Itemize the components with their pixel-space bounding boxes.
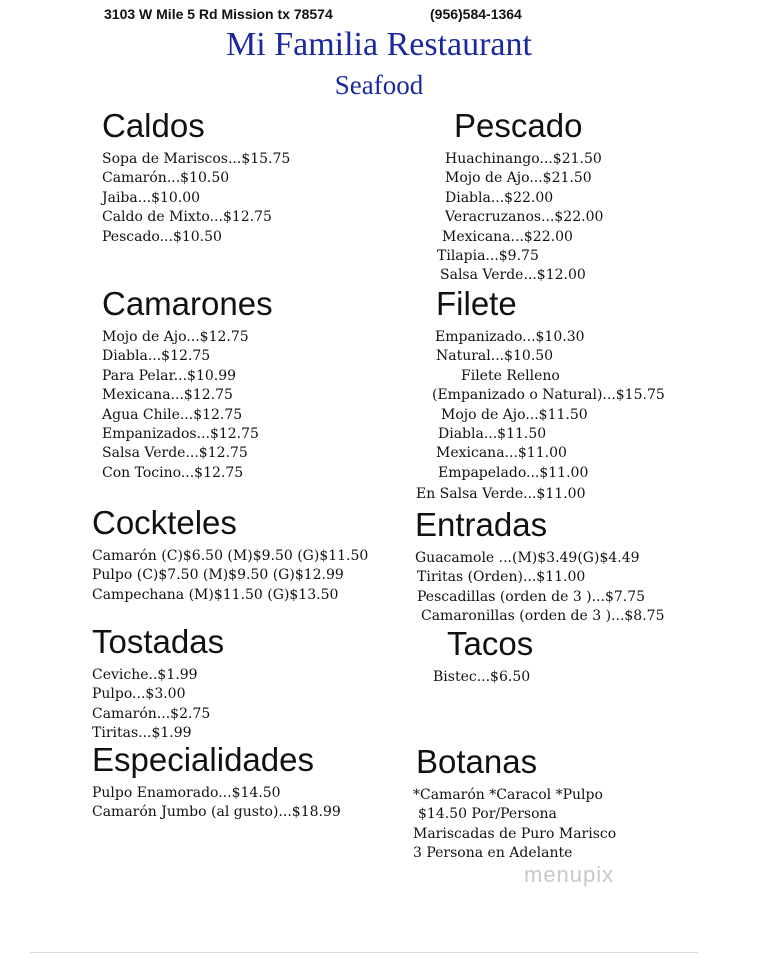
- menu-item: Diabla...$12.75: [102, 348, 211, 365]
- address: 3103 W Mile 5 Rd Mission tx 78574: [104, 6, 333, 22]
- menu-item: Empanizados...$12.75: [102, 426, 259, 443]
- menu-item: Bistec...$6.50: [433, 669, 531, 685]
- menu-item: Pescado...$10.50: [102, 228, 222, 245]
- menu-item: Huachinango...$21.50: [445, 151, 602, 167]
- menu-item: Pulpo (C)$7.50 (M)$9.50 (G)$12.99: [92, 567, 344, 584]
- menu-item: Empanizado...$10.30: [435, 329, 585, 345]
- section-title: Entradas: [415, 506, 548, 543]
- menu-item: Guacamole ...(M)$3.49(G)$4.49: [415, 550, 640, 566]
- menu-item: Jaiba...$10.00: [102, 189, 201, 206]
- section-cockteles: [92, 505, 368, 605]
- menu-item: *Camarón *Caracol *Pulpo: [413, 787, 603, 803]
- menu-item: Veracruzanos...$22.00: [445, 209, 604, 226]
- menu-item: 3 Persona en Adelante: [413, 845, 573, 862]
- section-tacos: [433, 626, 533, 687]
- menu-item: Mexicana...$12.75: [102, 387, 233, 404]
- section-title: Pescado: [454, 107, 583, 144]
- section-entradas: [415, 507, 664, 627]
- menu-item: Mojo de Ajo...$11.50: [441, 406, 588, 423]
- menu-item: Diabla...$11.50: [438, 426, 547, 443]
- section-camarones: [102, 286, 273, 483]
- menu-item: Camarón...$2.75: [92, 705, 211, 722]
- menu-item: Salsa Verde...$12.75: [102, 445, 248, 462]
- menu-item: Con Tocino...$12.75: [102, 464, 244, 481]
- watermark: menupix: [524, 862, 615, 887]
- menu-item: Mariscadas de Puro Marisco: [413, 825, 617, 842]
- menu-item: Tilapia...$9.75: [437, 248, 539, 265]
- menu-subtitle: Seafood: [334, 70, 424, 100]
- menu-item: Mojo de Ajo...$21.50: [445, 170, 592, 187]
- menu-item: Salsa Verde...$12.00: [440, 267, 586, 284]
- menu-item: Mexicana...$11.00: [436, 445, 567, 462]
- restaurant-name: Mi Familia Restaurant: [226, 26, 532, 63]
- phone: (956)584-1364: [430, 6, 522, 22]
- menu-item: Tiritas...$1.99: [92, 725, 192, 742]
- section-title: Camarones: [102, 285, 273, 322]
- menu-item: Ceviche..$1.99: [92, 667, 198, 683]
- menu-item: Para Pelar...$10.99: [102, 367, 237, 384]
- menu-item: En Salsa Verde...$11.00: [416, 486, 586, 503]
- menu-item: Mexicana...$22.00: [442, 228, 573, 245]
- menu-item: Camarón (C)$6.50 (M)$9.50 (G)$11.50: [92, 548, 369, 564]
- menu-item: Tiritas (Orden)...$11.00: [417, 569, 586, 586]
- menu-item: Caldo de Mixto...$12.75: [102, 209, 272, 226]
- menu-item: Mojo de Ajo...$12.75: [102, 329, 249, 345]
- menu-item: Camarón...$10.50: [102, 170, 230, 187]
- menu-item: Camarón Jumbo (al gusto)...$18.99: [92, 804, 341, 821]
- menu-item: $14.50 Por/Persona: [418, 806, 557, 823]
- page-bottom-divider: [30, 952, 698, 953]
- menu-item: Natural...$10.50: [436, 348, 554, 365]
- section-title: Tacos: [447, 625, 534, 662]
- section-title: Cockteles: [92, 504, 237, 541]
- menu-item: Pulpo Enamorado...$14.50: [92, 785, 281, 801]
- section-pescado: [437, 108, 603, 286]
- section-title: Filete: [436, 285, 517, 322]
- menu-item: Pescadillas (orden de 3 )...$7.75: [417, 588, 646, 605]
- section-tostadas: [92, 624, 224, 744]
- section-filete: [416, 286, 665, 505]
- section-especialidades: [92, 742, 341, 823]
- menu-item: Agua Chile...$12.75: [102, 406, 243, 423]
- section-botanas: [413, 744, 616, 864]
- menu-item: Sopa de Mariscos...$15.75: [102, 151, 291, 167]
- section-title: Botanas: [416, 743, 538, 780]
- section-caldos: [102, 108, 290, 247]
- menu-item: Pulpo...$3.00: [92, 686, 186, 703]
- menu-item: Filete Relleno: [461, 367, 560, 384]
- menu-item: Campechana (M)$11.50 (G)$13.50: [92, 586, 339, 603]
- menu-item: Camaronillas (orden de 3 )...$8.75: [421, 608, 665, 625]
- menu-item: (Empanizado o Natural)...$15.75: [432, 387, 665, 404]
- section-title: Especialidades: [92, 741, 314, 778]
- section-title: Caldos: [102, 107, 205, 144]
- menu-item: Empapelado...$11.00: [438, 464, 589, 481]
- menu-item: Diabla...$22.00: [445, 189, 554, 206]
- section-title: Tostadas: [92, 623, 225, 660]
